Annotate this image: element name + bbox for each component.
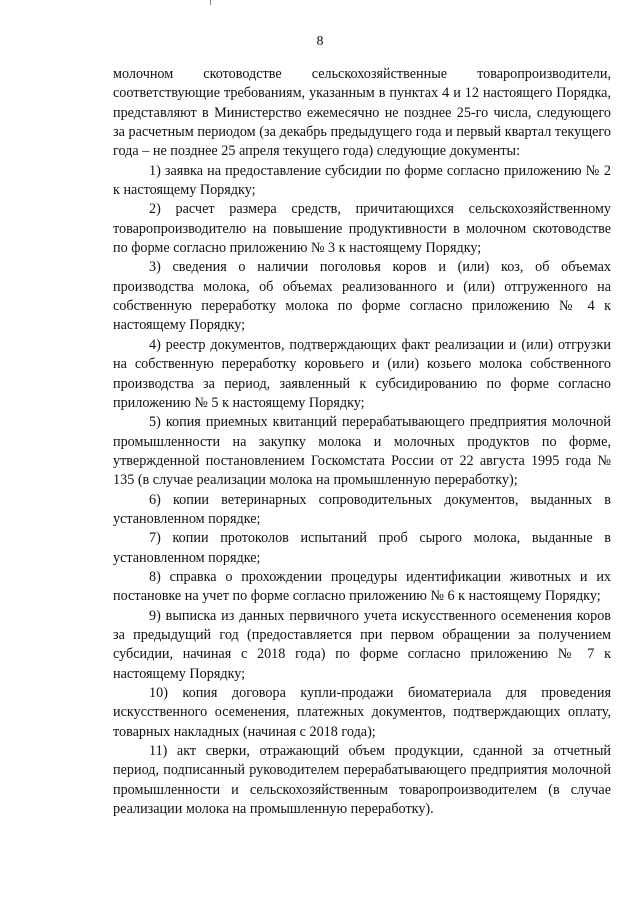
intro-paragraph: молочном скотоводстве сельскохозяйственные товаропроизводители, соответствующие требованиям, указанным в пунктах 4 и 12 настоящего Порядка, представляют в Министерство ежемесячно не позднее 25-го числа, следующего за расчетным периодом (за декабрь предыдущего года и первый квартал текущего года – не позднее 25 апреля текущего года) следующие документы: xyxy=(113,66,611,160)
list-item-5: 5) копия приемных квитанций перерабатывающего предприятия молочной промышленности на закупку молока и молочных продуктов по форме, утвержденной постановлением Госкомстата России от 22 августа 1995 года № 135 (в случае реализации молока на промышленную переработку); xyxy=(113,414,611,489)
list-item-6: 6) копии ветеринарных сопроводительных документов, выданных в установленном порядке; xyxy=(113,491,611,527)
list-item-9: 9) выписка из данных первичного учета искусственного осеменения коров за предыдущий год (предоставляется при первом обращении за получением субсидии, начиная с 2018 года) по форме согласно приложению № 7 к настоящему Порядку; xyxy=(113,607,611,682)
list-item-8: 8) справка о прохождении процедуры идентификации животных и их постановке на учет по форме согласно приложению № 6 к настоящему Порядку; xyxy=(113,568,611,605)
list-item-2: 2) расчет размера средств, причитающихся сельскохозяйственному товаропроизводителю на повышение продуктивности в молочном скотоводстве по форме согласно приложению № 3 к настоящему Порядку; xyxy=(113,201,611,257)
page-number: 8 xyxy=(316,34,324,49)
list-item-10: 10) копия договора купли-продажи биоматериала для проведения искусственного осеменения, платежных документов, подтверждающих оплату, товарных накладных (начиная с 2018 года); xyxy=(113,685,611,740)
list-item-1: 1) заявка на предоставление субсидии по форме согласно приложению № 2 к настоящему Порядку; xyxy=(113,162,611,199)
list-item-11: 11) акт сверки, отражающий объем продукции, сданной за отчетный период, подписанный руководителем перерабатывающего предприятия молочной промышленности и сельскохозяйственным товаропроизводителем (в случае реализации молока на промышленную переработку). xyxy=(113,743,611,818)
list-item-7: 7) копии протоколов испытаний проб сырого молока, выданные в установленном порядке; xyxy=(113,530,611,566)
list-item-3: 3) сведения о наличии поголовья коров и (или) коз, об объемах производства молока, об объемах реализованного и (или) отгруженного на собственную переработку молока по форме согласно приложению № 4 к настоящему Порядку; xyxy=(113,259,611,334)
list-item-4: 4) реестр документов, подтверждающих факт реализации и (или) отгрузки на собственную переработку коровьего и (или) козьего молока собственного производства за период, заявленный к субсидированию по форме согласно приложению № 5 к настоящему Порядку; xyxy=(113,336,611,411)
scan-mark xyxy=(210,0,211,5)
document-body xyxy=(113,65,611,819)
